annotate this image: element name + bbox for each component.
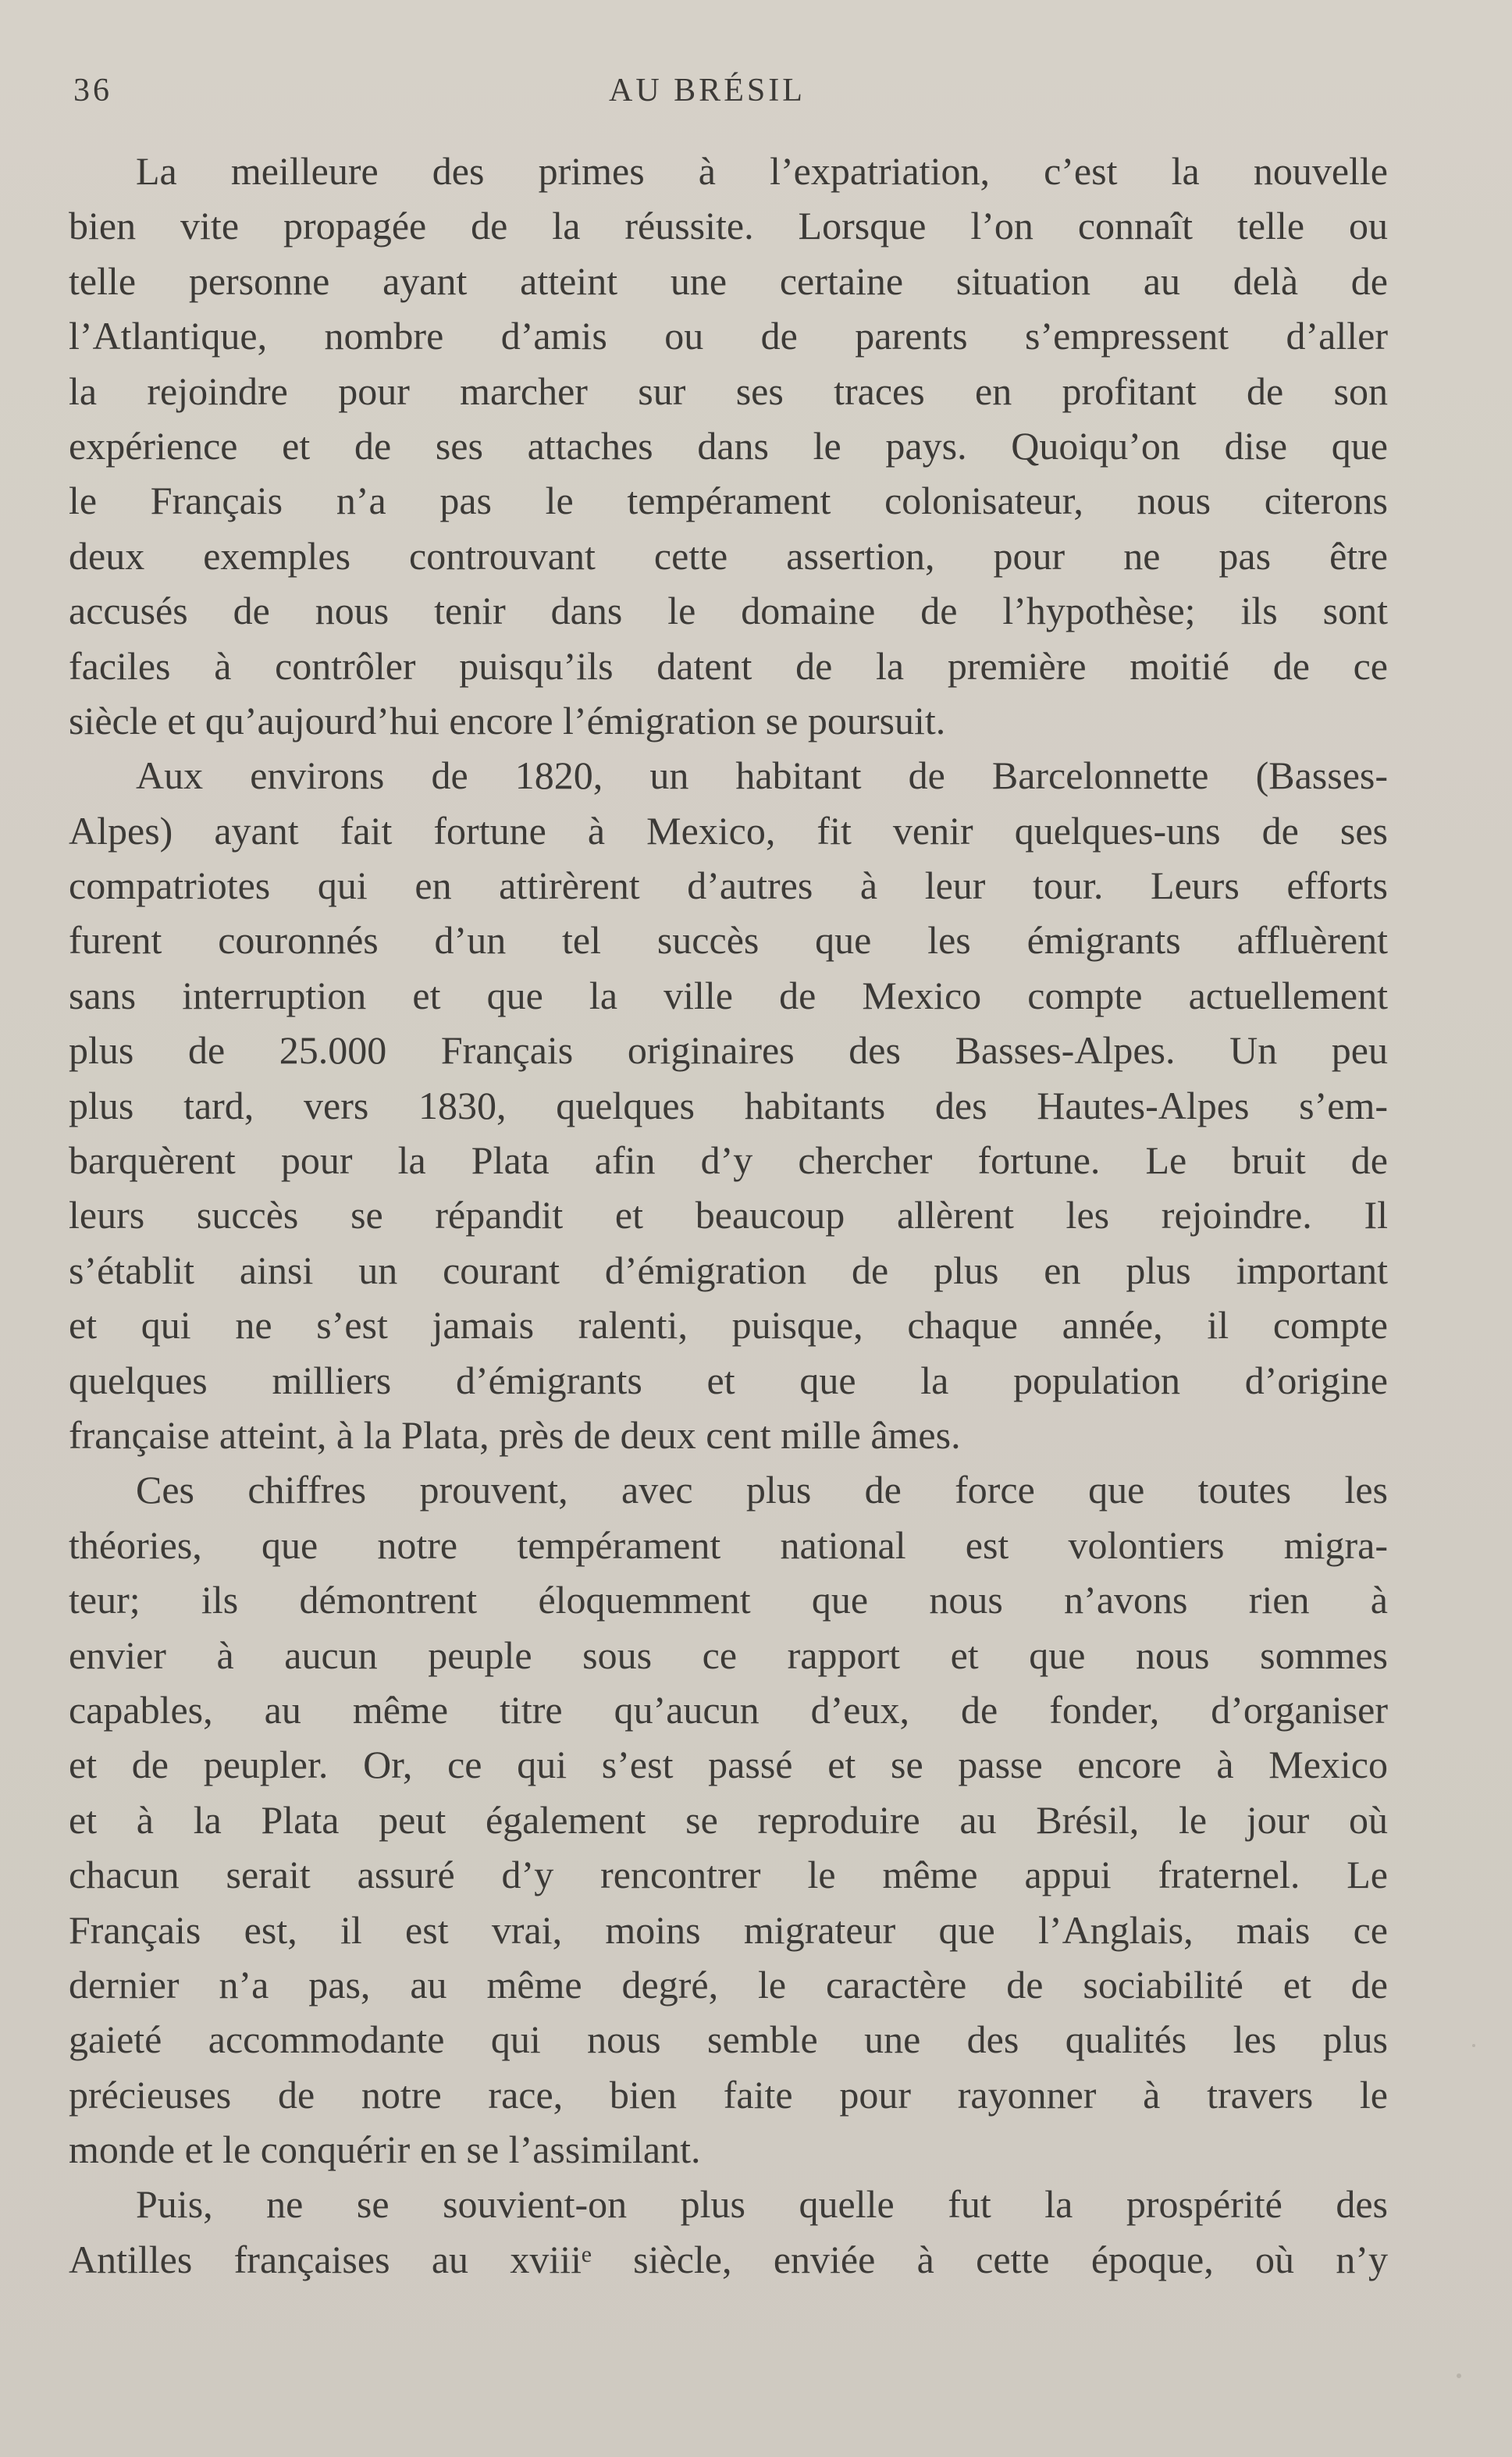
text-line: bien vite propagée de la réussite. Lorsque l’on connaît telle ou (69, 204, 1388, 248)
text-line: dernier n’a pas, au même degré, le caractère de sociabilité et de (69, 1962, 1388, 2007)
text-line: deux exemples controuvant cette assertion, pour ne pas être (69, 533, 1388, 578)
text-line: la rejoindre pour marcher sur ses traces en profitant de son (69, 369, 1388, 413)
text-line: Aux environs de 1820, un habitant de Barcelonnette (Basses- (136, 753, 1388, 798)
text-line: compatriotes qui en attirèrent d’autres à leur tour. Leurs efforts (69, 864, 1388, 908)
paper-speck (1472, 2044, 1475, 2047)
text-line: expérience et de ses attaches dans le pays. Quoiqu’on dise que (69, 423, 1388, 468)
text-line: Français est, il est vrai, moins migrateur que l’Anglais, mais ce (69, 1907, 1388, 1952)
text-line: monde et le conquérir en se l’assimilant. (69, 2128, 701, 2172)
text-line: La meilleure des primes à l’expatriation, c’est la nouvelle (136, 149, 1388, 193)
text-line: teur; ils démontrent éloquemment que nous n’avons rien à (69, 1578, 1388, 1622)
text-line: accusés de nous tenir dans le domaine de l’hypothèse; ils sont (69, 589, 1388, 633)
text-line: quelques milliers d’émigrants et que la population d’origine (69, 1358, 1388, 1402)
paper-speck (1457, 2373, 1461, 2378)
text-line: Puis, ne se souvient-on plus quelle fut la prospérité des (136, 2182, 1388, 2227)
text-line: le Français n’a pas le tempérament colonisateur, nous citerons (69, 479, 1388, 523)
text-line: leurs succès se répandit et beaucoup allèrent les rejoindre. Il (69, 1193, 1388, 1237)
text-line: furent couronnés d’un tel succès que les émigrants affluèrent (69, 918, 1388, 963)
page-header (69, 72, 1396, 116)
running-title: AU BRÉSIL (609, 73, 806, 109)
page-number: 36 (73, 73, 112, 109)
text-line: sans interruption et que la ville de Mexico compte actuellement (69, 973, 1388, 1017)
text-line: Ces chiffres prouvent, avec plus de force que toutes les (136, 1468, 1388, 1512)
text-line: Alpes) ayant fait fortune à Mexico, fit venir quelques-uns de ses (69, 808, 1388, 853)
text-line: plus tard, vers 1830, quelques habitants des Hautes-Alpes s’em- (69, 1083, 1388, 1127)
text-line: s’établit ainsi un courant d’émigration de plus en plus important (69, 1248, 1388, 1292)
text-line: française atteint, à la Plata, près de deux cent mille âmes. (69, 1412, 961, 1457)
text-line: envier à aucun peuple sous ce rapport et que nous sommes (69, 1633, 1388, 1677)
text-line: plus de 25.000 Français originaires des Basses-Alpes. Un peu (69, 1028, 1388, 1073)
text-line: l’Atlantique, nombre d’amis ou de parents s’empressent d’aller (69, 314, 1388, 358)
text-line: faciles à contrôler puisqu’ils datent de la première moitié de ce (69, 643, 1388, 688)
body-text (69, 144, 1388, 2287)
text-line: Antilles françaises au xviiiᵉ siècle, enviée à cette époque, où n’y (69, 2237, 1388, 2281)
text-line: théories, que notre tempérament national est volontiers migra- (69, 1522, 1388, 1567)
text-line: telle personne ayant atteint une certaine situation au delà de (69, 258, 1388, 303)
text-line: siècle et qu’aujourd’hui encore l’émigration se poursuit. (69, 698, 946, 742)
text-line: capables, au même titre qu’aucun d’eux, de fonder, d’organiser (69, 1687, 1388, 1732)
text-line: gaieté accommodante qui nous semble une des qualités les plus (69, 2017, 1388, 2062)
text-line: barquèrent pour la Plata afin d’y chercher fortune. Le bruit de (69, 1138, 1388, 1183)
text-line: précieuses de notre race, bien faite pour rayonner à travers le (69, 2072, 1388, 2117)
text-line: et à la Plata peut également se reproduire au Brésil, le jour où (69, 1797, 1388, 1842)
text-line: chacun serait assuré d’y rencontrer le même appui fraternel. Le (69, 1853, 1388, 1897)
text-line: et de peupler. Or, ce qui s’est passé et se passe encore à Mexico (69, 1743, 1388, 1787)
text-line: et qui ne s’est jamais ralenti, puisque, chaque année, il compte (69, 1303, 1388, 1348)
